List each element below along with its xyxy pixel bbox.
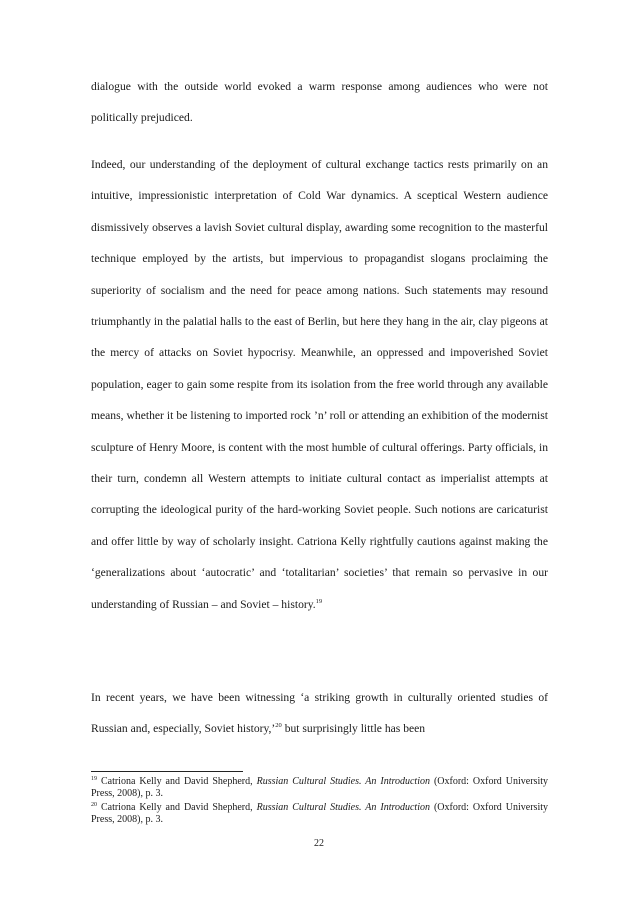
- footnote-text: Catriona Kelly and David Shepherd,: [97, 776, 257, 787]
- paragraph-text: In recent years, we have been witnessing ‘a striking growth in culturally oriented studies of Russian and, especially, Soviet history,’: [91, 691, 548, 736]
- paragraph-recent-years: [91, 682, 548, 745]
- footnote-book-title: Russian Cultural Studies. An Introduction: [256, 802, 430, 813]
- paragraph-cultural-exchange: [91, 149, 548, 620]
- footnote-text: Catriona Kelly and David Shepherd,: [97, 802, 257, 813]
- paragraph-text: but surprisingly little has been: [281, 722, 426, 736]
- footnote-19: [91, 776, 548, 801]
- paragraph-text: dialogue with the outside world evoked a warm response among audiences who were not politically prejudiced.: [91, 80, 548, 125]
- footnote-text: (Oxford: Oxford University Press, 2008), p. 3.: [91, 802, 548, 826]
- footnote-20: [91, 802, 548, 827]
- footnote-book-title: Russian Cultural Studies. An Introduction: [256, 776, 430, 787]
- footnote-number: 19: [91, 776, 97, 782]
- paragraph-text: Indeed, our understanding of the deployment of cultural exchange tactics rests primarily on an intuitive, impressionistic interpretation of Cold War dynamics. A sceptical Western audience dismissively observes a lavish Soviet cultural display, awarding some recognition to the masterful technique employed by the artists, but impervious to propagandist slogans proclaiming the superiority of socialism and the need for peace among nations. Such statements may resound triumphantly in the palatial halls to the east of Berlin, but here they hang in the air, clay pigeons at the mercy of attacks on Soviet hypocrisy. Meanwhile, an oppressed and impoverished Soviet population, eager to gain some respite from its isolation from the free world through any available means, whether it be listening to imported rock ’n’ roll or attending an exhibition of the modernist sculpture of Henry Moore, is content with the most humble of cultural offerings. Party officials, in their turn, condemn all Western attempts to initiate cultural contact as imperialist attempts at corrupting the ideological purity of the hard-working Soviet people. Such notions are caricaturist and offer little by way of scholarly insight. Catriona Kelly rightfully cautions against making the ‘generalizations about ‘autocratic’ and ‘totalitarian’ societies’ that remain so pervasive in our understanding of Russian – and Soviet – history.: [91, 158, 548, 611]
- page-number: 22: [314, 838, 324, 849]
- footnote-number: 20: [91, 802, 97, 808]
- footnote-reference-19[interactable]: 19: [315, 597, 323, 605]
- footnote-reference-20[interactable]: 20: [275, 722, 282, 730]
- footnote-separator: [91, 771, 243, 772]
- paragraph-continuation: [91, 71, 548, 134]
- footnote-text: (Oxford: Oxford University Press, 2008), p. 3.: [91, 776, 548, 800]
